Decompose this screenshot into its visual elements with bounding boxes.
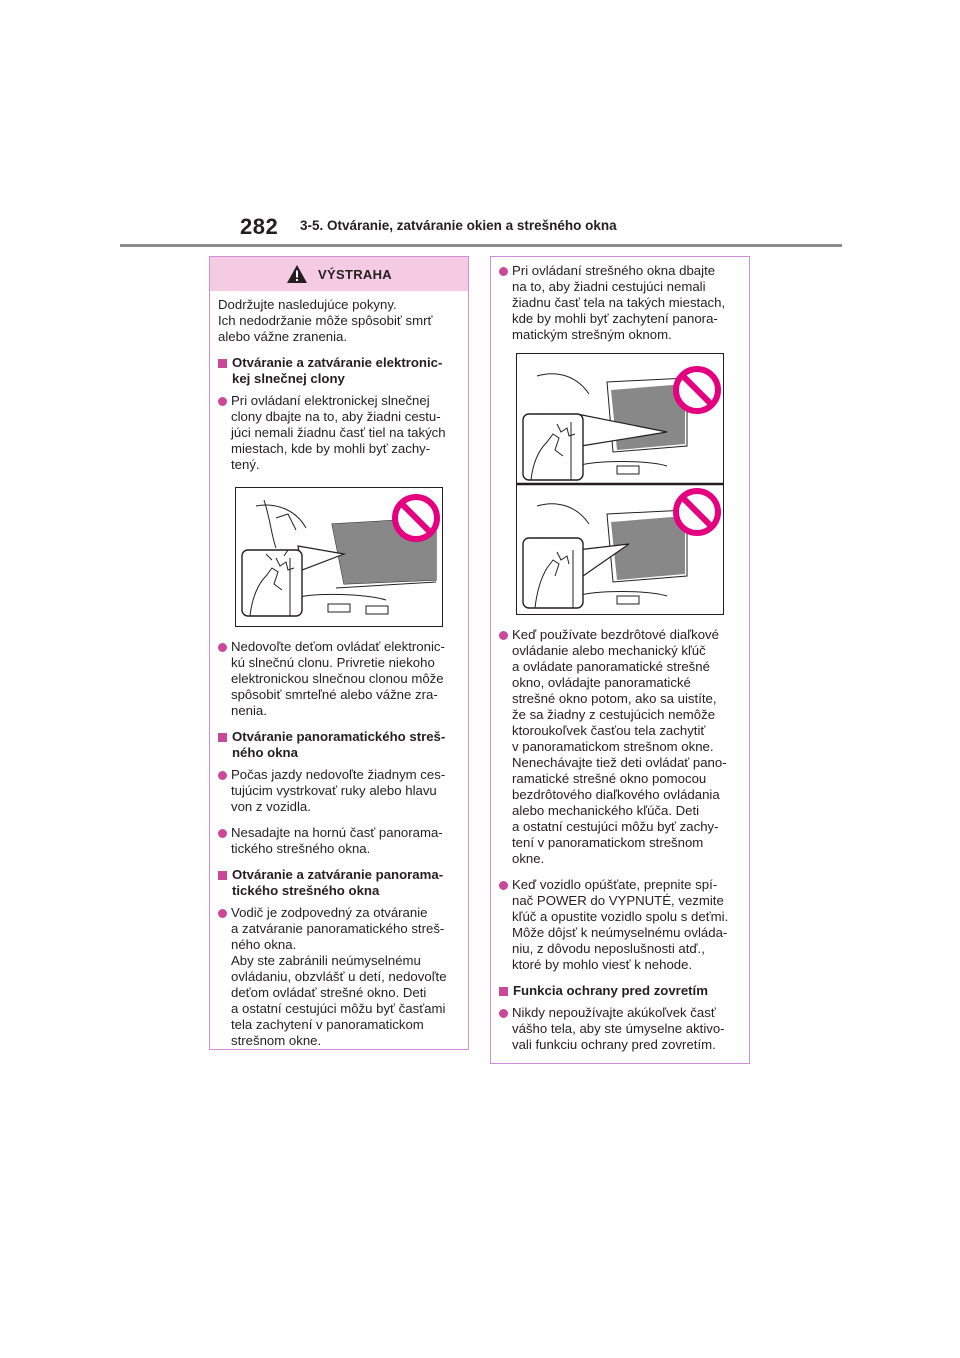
section-heading [499,983,741,999]
round-bullet-icon [218,909,227,918]
round-bullet-icon [499,631,508,640]
panoramic-roof-warning-illustration [516,353,724,615]
bullet-item [499,1005,741,1053]
bullet-line: deťom ovládať strešné okno. Deti [231,985,427,1000]
round-bullet-icon [218,397,227,406]
bullet-line: strešné okno potom, ako sa uistíte, [512,691,717,706]
round-bullet-icon [499,881,508,890]
bullet-line: nač POWER do VYPNUTÉ, vezmite [512,893,724,908]
bullet-line: tený. [231,457,260,472]
heading-line: kej slnečnej clony [232,371,345,386]
warning-header [210,257,468,291]
bullet-line: ramatické strešné okno pomocou [512,771,707,786]
bullet-line: okne. [512,851,545,866]
bullet-line: Aby ste zabránili neúmyselnému [231,953,421,968]
warning-box-left [209,256,469,1050]
bullet-line: ovládanie alebo mechanický kľúč [512,643,706,658]
section-heading [218,867,460,899]
bullet-line: tického strešného okna. [231,841,371,856]
square-bullet-icon [499,987,508,996]
bullet-line: a zatváranie panoramatického streš- [231,921,445,936]
bullet-item [499,877,741,973]
bullet-line: žiadnu časť tela na takých miestach, [512,295,726,310]
bullet-line: kú slnečnú clonu. Privretie niekoho [231,655,435,670]
bullet-line: matickým strešným oknom. [512,327,672,342]
bullet-line: že sa žiadny z cestujúcich nemôže [512,707,716,722]
bullet-item [218,767,460,815]
bullet-line: a ovládate panoramatické strešné [512,659,710,674]
bullet-line: a ostatní cestujúci môžu byť zachy- [512,819,719,834]
bullet-line: Nesadajte na hornú časť panorama- [231,825,443,840]
warning-box-right [490,256,750,1064]
bullet-line: bezdrôtového diaľkového ovládania [512,787,720,802]
intro-line: Ich nedodržanie môže spôsobiť smrť [218,313,433,328]
bullet-line: Pri ovládaní strešného okna dbajte [512,263,716,278]
bullet-line: Počas jazdy nedovoľte žiadnym ces- [231,767,446,782]
bullet-line: tujúcim vystrkovať ruky alebo hlavu [231,783,437,798]
bullet-line: a ostatní cestujúci môžu byť časťami [231,1001,446,1016]
section-heading [218,729,460,761]
round-bullet-icon [218,829,227,838]
bullet-line: kde by mohli byť zachytení panora- [512,311,718,326]
section-header-title: 3-5. Otváranie, zatváranie okien a strešného okna [300,218,617,233]
bullet-line: Nikdy nepoužívajte akúkoľvek časť [512,1005,716,1020]
intro-line: alebo vážne zranenia. [218,329,348,344]
bullet-item [499,263,741,343]
warning-intro [218,297,460,345]
bullet-line: júci nemali žiadnu časť tiel na takých [231,425,446,440]
bullet-line: niu, z dôvodu neposlušnosti atď., [512,941,705,956]
prohibition-icon [395,497,437,539]
bullet-line: nenia. [231,703,267,718]
bullet-line: Môže dôjsť k neúmyselnému ovláda- [512,925,728,940]
bullet-line: tení v panoramatickom strešnom [512,835,704,850]
bullet-line: Nenechávajte tiež deti ovládať pano- [512,755,727,770]
round-bullet-icon [218,643,227,652]
intro-line: Dodržujte nasledujúce pokyny. [218,297,397,312]
heading-line: Otváranie a zatváranie elektronic- [232,355,443,370]
bullet-line: elektronickou slnečnou clonou môže [231,671,444,686]
bullet-line: na to, aby žiadni cestujúci nemali [512,279,706,294]
bullet-item [218,825,460,857]
bullet-line: von z vozidla. [231,799,311,814]
prohibition-icon [676,491,718,533]
bullet-line: clony dbajte na to, aby žiadni cestu- [231,409,441,424]
heading-line: Otváranie a zatváranie panorama- [232,867,444,882]
heading-line: tického strešného okna [232,883,380,898]
bullet-line: strešnom okne. [231,1033,322,1048]
prohibition-icon [676,369,718,411]
round-bullet-icon [499,1009,508,1018]
bullet-line: alebo mechanického kľúča. Deti [512,803,700,818]
bullet-line: okno, ovládajte panoramatické [512,675,691,690]
bullet-line: tela zachytení v panoramatickom [231,1017,424,1032]
bullet-line: ktoré by mohlo viesť k nehode. [512,957,693,972]
bullet-line: Keď používate bezdrôtové diaľkové [512,627,719,642]
bullet-line: Vodič je zodpovedný za otváranie [231,905,428,920]
bullet-line: Pri ovládaní elektronickej slnečnej [231,393,430,408]
bullet-line: ovládaniu, obzvlášť u detí, nedovoľte [231,969,447,984]
bullet-item [218,639,460,719]
heading-line: Otváranie panoramatického streš- [232,729,446,744]
square-bullet-icon [218,871,227,880]
warning-title: VÝSTRAHA [318,266,392,282]
bullet-line: ktoroukoľvek časťou tela zachytiť [512,723,706,738]
bullet-line: spôsobiť smrteľné alebo vážne zra- [231,687,438,702]
round-bullet-icon [218,771,227,780]
round-bullet-icon [499,267,508,276]
bullet-line: vášho tela, aby ste úmyselne aktivo- [512,1021,725,1036]
square-bullet-icon [218,733,227,742]
bullet-line: miestach, kde by mohli byť zachy- [231,441,431,456]
heading-line: Funkcia ochrany pred zovretím [513,983,708,998]
sunshade-warning-illustration [235,487,443,627]
bullet-line: Nedovoľte deťom ovládať elektronic- [231,639,445,654]
bullet-item [218,905,460,1049]
warning-triangle-icon [286,264,308,284]
header-rule [120,244,842,247]
page-number: 282 [240,214,279,239]
heading-line: ného okna [232,745,298,760]
bullet-line: Keď vozidlo opúšťate, prepnite spí- [512,877,718,892]
bullet-item [218,393,460,473]
bullet-line: kľúč a opustite vozidlo spolu s deťmi. [512,909,729,924]
section-heading [218,355,460,387]
bullet-line: v panoramatickom strešnom okne. [512,739,714,754]
square-bullet-icon [218,359,227,368]
bullet-line: vali funkciu ochrany pred zovretím. [512,1037,716,1052]
bullet-item [499,627,741,867]
bullet-line: ného okna. [231,937,297,952]
